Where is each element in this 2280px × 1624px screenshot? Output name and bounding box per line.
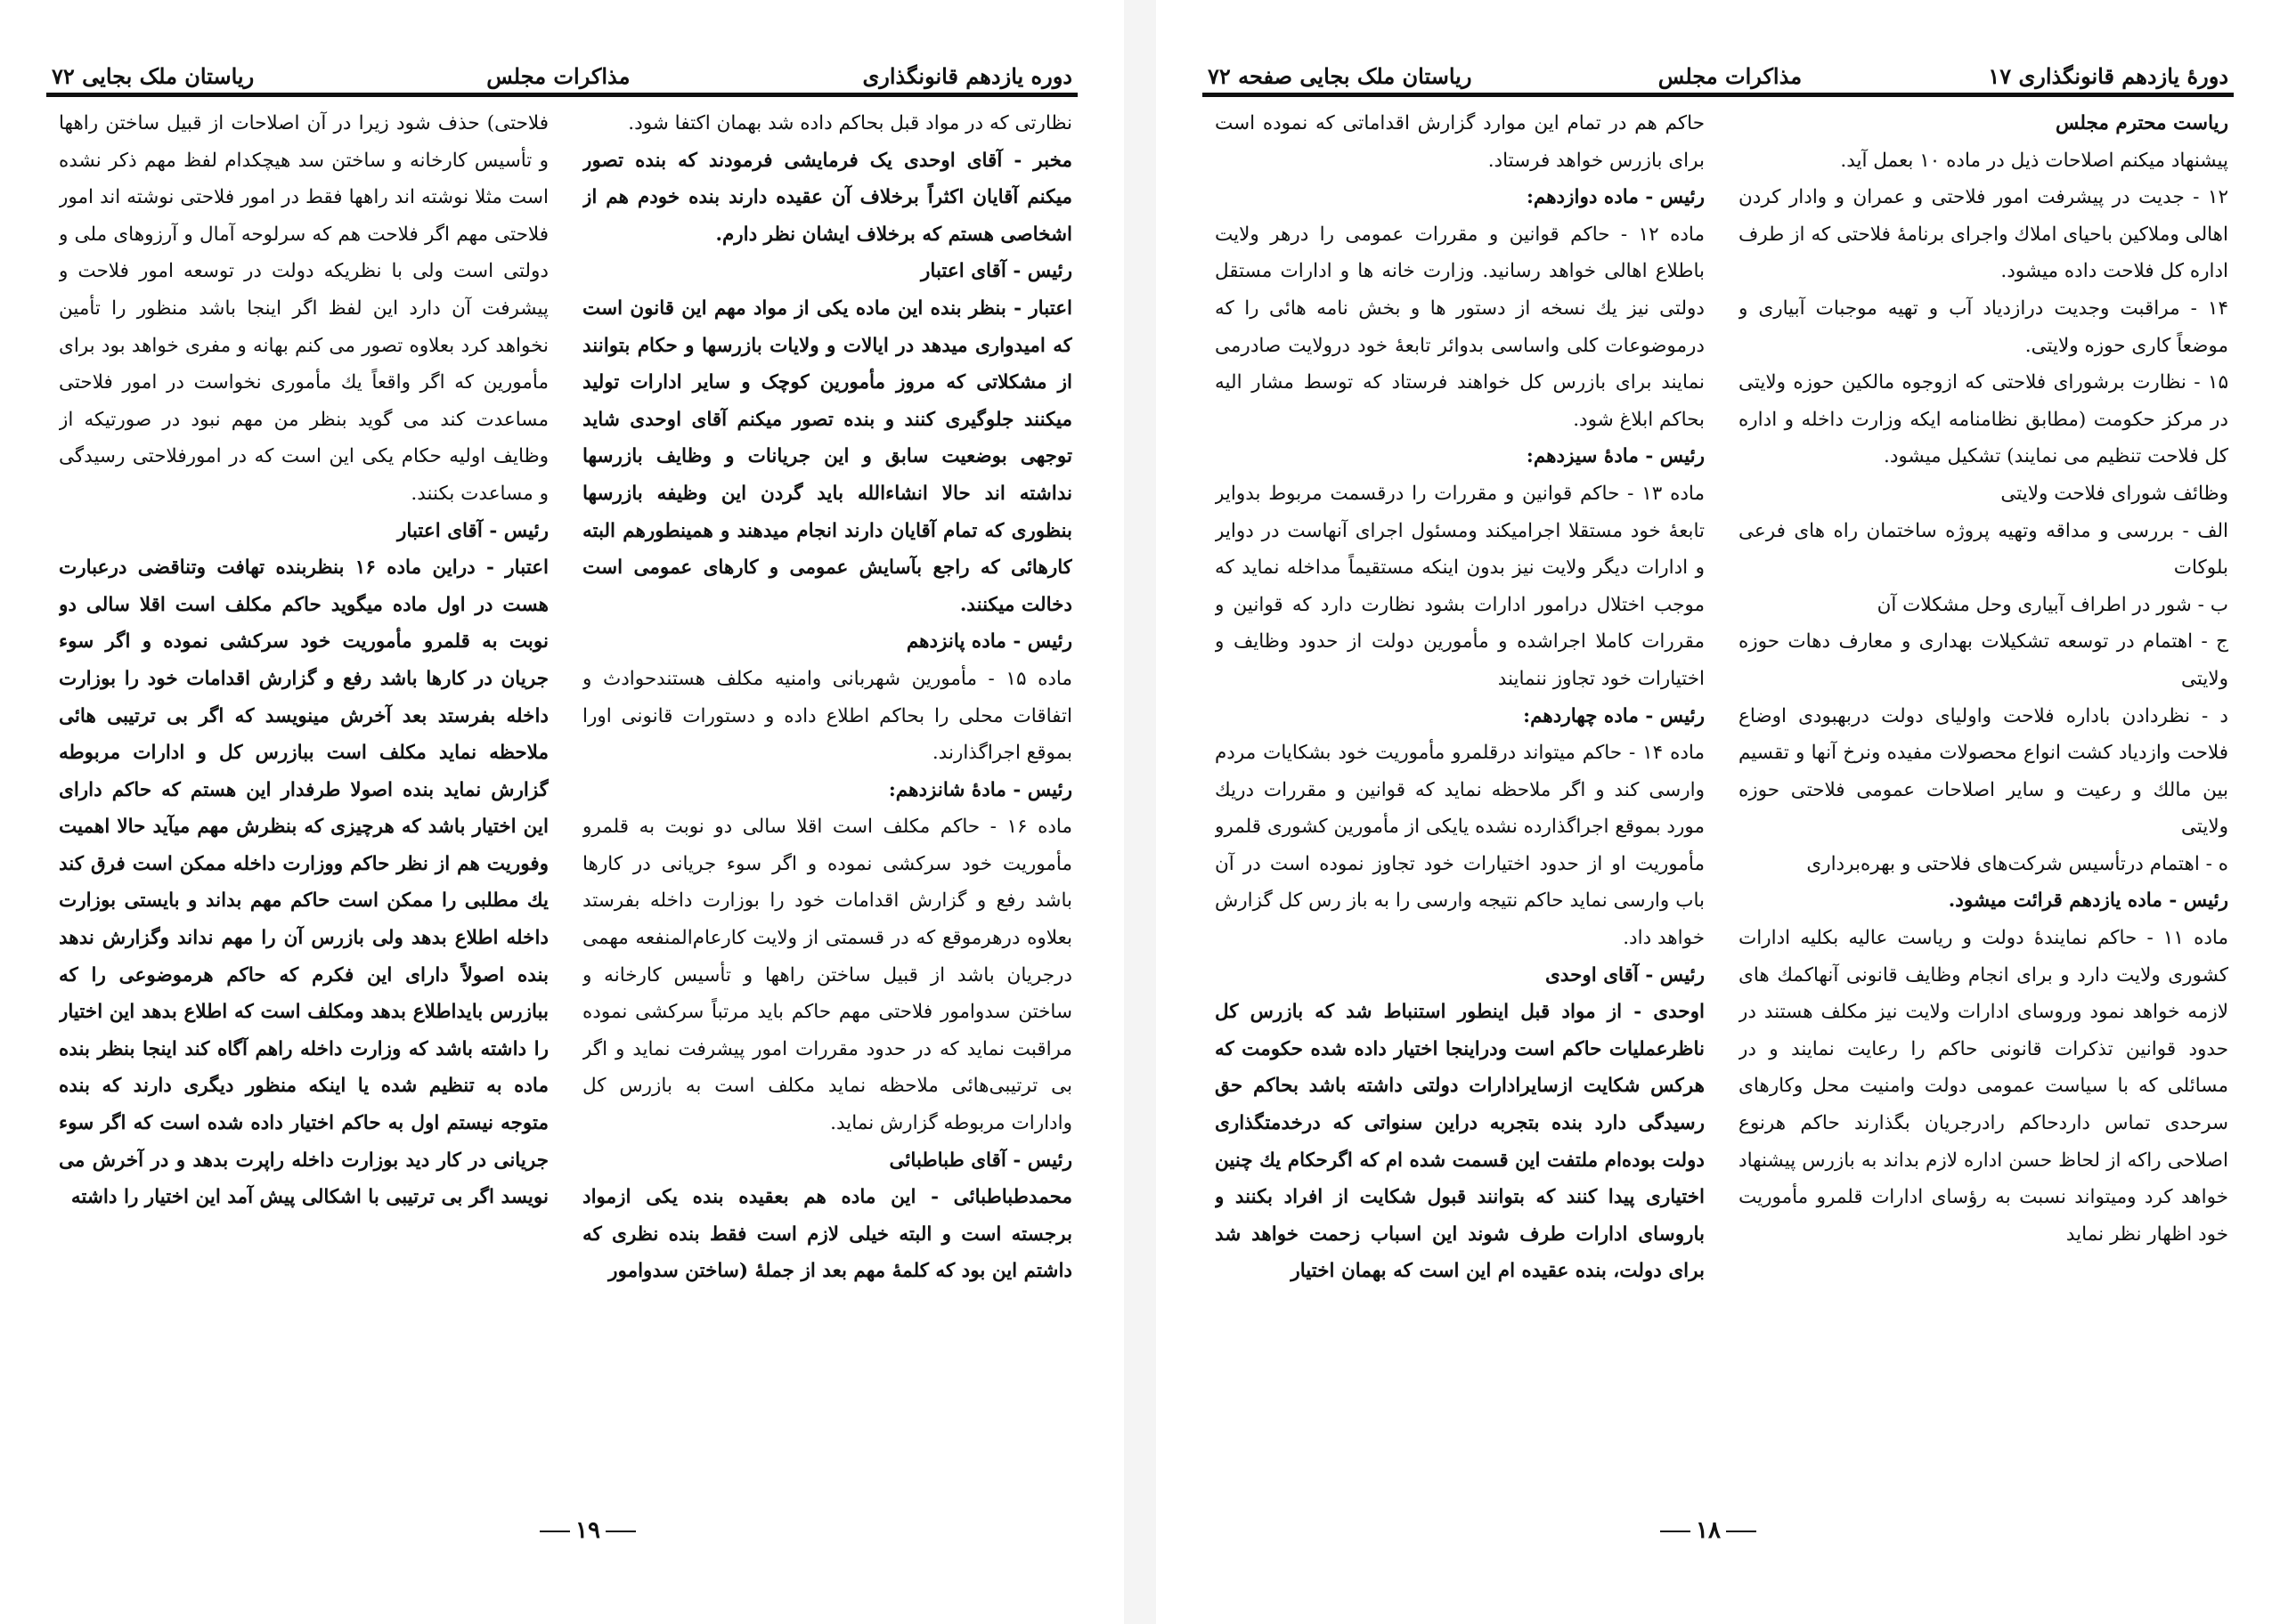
header-center: مذاکرات مجلس xyxy=(486,63,631,89)
right-page-header xyxy=(1208,45,2228,89)
page-number: ۱۸ xyxy=(1655,1517,1762,1544)
paragraph: اوحدی - از مواد قبل اینطور استنباط شد که بازرس کل ناظرعملیات حاکم است ودراینجا اختیار داده شده حکومت که هرکس شکایت ازسایرادارات دولتی داشته باشد بحاکم حق رسیدگی دارد بنده بتجربه دراین سنواتی که درخدمتگذاری دولت بوده‌ام ملتفت این قسمت شده ام که اگرحکام یك چنین اختیاری پیدا کنند که بتوانند قبول شکایت از افراد بکنند و باروسای ادارات طرف شوند این اسباب زحمت خواهد شد برای دولت، بنده عقیده ام این است که بهمان اختیار xyxy=(1215,1001,1705,1283)
paragraph: ماده ۱۴ - حاکم میتواند درقلمرو مأموریت خود بشکایات مردم وارسی کند و اگر ملاحظه نماید که قوانین و مقررات دریك مورد بموقع اجراگذارده نشده یایکی از مأمورین کشوری قلمرو مأموریت او از حدود اختیارات خود تجاوز نموده است در آن باب وارسی نماید حاکم نتیجه وارسی را به باز رس کل گزارش خواهد داد. xyxy=(1215,742,1705,950)
paragraph: د - نظردادن باداره فلاحت واولیای دولت دربهبودی اوضاع فلاحت وازدیاد کشت انواع محصولات مفیده ونرخ آنها و تقسیم بین مالك و رعیت و سایر اصلاحات عمومی فلاحتی حوزه ولایتی xyxy=(1738,704,2228,839)
paragraph: ماده ۱۵ - مأمورین شهربانی وامنیه مکلف هستندحوادث و اتفاقات محلی را بحاکم اطلاع داده و دستورات قانونی اورا بموقع اجراگذارند. xyxy=(582,667,1072,765)
paragraph: مخبر - آقای اوحدی یک فرمایشی فرمودند که بنده تصور میکنم آقایان اکثراً برخلاف آن عقیده دارند بنده خودم هم از اشخاصی هستم که برخلاف ایشان نظر دارم. xyxy=(582,149,1072,246)
paragraph: رئیس - آقای اعتبار xyxy=(921,260,1072,283)
paragraph: ب - شور در اطراف آبیاری وحل مشکلات آن xyxy=(1877,593,2228,616)
left-page-left-column xyxy=(59,105,549,1494)
paragraph: الف - بررسی و مداقه وتهیه پروژه ساختمان راه های فرعی بلوکات xyxy=(1738,519,2228,580)
paragraph: رئیس - ماده پانزدهم xyxy=(906,630,1072,654)
header-session: ریاستان ملک بجایی صفحه ۷۲ xyxy=(1208,63,1472,89)
paragraph: پیشنهاد میکنم اصلاحات ذیل در ماده ۱۰ بعمل آید. xyxy=(1840,149,2228,172)
paragraph: رئیس - آقای اعتبار xyxy=(397,519,549,542)
left-page-header xyxy=(52,45,1072,89)
header-title: دوره یازدهم قانونگذاری xyxy=(862,63,1072,89)
left-page xyxy=(0,0,1124,1624)
paragraph: رئیس - آقای طباطبائی xyxy=(889,1149,1072,1172)
paragraph: رئیس - مادهٔ شانزدهم: xyxy=(888,778,1072,801)
header-center: مذاکرات مجلس xyxy=(1657,63,1803,89)
book-gutter xyxy=(1124,0,1156,1624)
header-session: ریاستان ملک بجایی ۷۲ xyxy=(52,63,255,89)
header-title: دورهٔ یازدهم قانونگذاری ۱۷ xyxy=(1988,63,2228,89)
paragraph: حاکم هم در تمام این موارد گزارش اقداماتی که نموده است برای بازرس خواهد فرستاد. xyxy=(1215,112,1705,172)
paragraph: نظارتی که در مواد قبل بحاکم داده شد بهمان اکتفا شود. xyxy=(628,112,1072,134)
paragraph: ماده ۱۶ - حاکم مکلف است اقلا سالی دو نوبت به قلمرو مأموریت خود سرکشی نموده و اگر سوء جریانی در کارها باشد رفع و گزارش اقدامات خود را بوزارت داخله بفرستد بعلاوه درهرموقع که در قسمتی از ولایت کارعام‌المنفعه مهمی درجریان باشد از قبیل ساختن راهها و تأسیس کارخانه و ساختن سدوامور فلاحتی مهم حاکم باید مرتباً سرکشی نموده مراقبت نماید که در حدود مقررات امور پیشرفت نماید و اگر بی ترتیبی‌هائی ملاحظه نماید مکلف است به بازرس کل وادارات مربوطه گزارش نماید. xyxy=(582,816,1072,1135)
paragraph: ۱۵ - نظارت برشورای فلاحتی که ازوجوه مالکین حوزه ولایتی در مرکز حکومت (مطابق نظامنامه ایکه وزارت داخله و اداره کل فلاحت تنظیم می نمایند) تشکیل میشود. xyxy=(1738,371,2228,468)
paragraph: ماده ۱۱ - حاکم نمایندهٔ دولت و ریاست عالیه بکلیه ادارات کشوری ولایت دارد و برای انجام وظایف قانونی آنهاکمك های لازمه خواهد نمود وروسای ادارات ولایت نیز مکلف هستند در حدود قوانین تذکرات قانونی حاکم را رعایت نمایند و در مسائلی که با سیاست عمومی دولت وامنیت محل وکارهای سرحدی تماس داردحاکم رادرجریان بگذارند حاکم هرنوع اصلاحی راکه از لحاظ حسن اداره لازم بداند به بازرس پیشنهاد خواهد کرد ومیتواند نسبت به رؤسای ادارات قلمرو مأموریت خود اظهار نظر نماید xyxy=(1738,927,2228,1246)
paragraph: رئیس - ماده چهاردهم: xyxy=(1523,704,1705,727)
right-page xyxy=(1156,0,2280,1624)
left-page-right-column xyxy=(582,105,1072,1494)
paragraph: رئیس - ماده دوازدهم: xyxy=(1526,186,1705,209)
paragraph: ماده ۱۳ - حاکم قوانین و مقررات را درقسمت مربوط بدوایر تابعهٔ خود مستقلا اجرامیکند ومسئول اجرای آنهاست در دوایر و ادارات دیگر ولایت نیز بدون اینکه مستقیماً مداخله نماید که موجب اختلال درامور ادارات بشود نظارت دارد که قوانین و مقررات کاملا اجراشده و مأمورین دولت از حدود وظایف و اختیارات خود تجاوز ننمایند xyxy=(1215,482,1705,690)
paragraph: ۱۲ - جدیت در پیشرفت امور فلاحتی و عمران و وادار کردن اهالی وملاکین باحیای املاك واجرای برنامهٔ فلاحتی که از طرف اداره کل فلاحت داده میشود. xyxy=(1738,186,2228,283)
paragraph: ریاست محترم مجلس xyxy=(2056,112,2228,134)
paragraph: اعتبار - بنظر بنده این ماده یکی از مواد مهم این قانون است که امیدواری میدهد در ایالات و ولایات بازرسها و حکام بتوانند از مشکلاتی که مروز مأمورین کوچک و سایر ادارات تولید میکنند جلوگیری کنند و بنده تصور میکنم آقای اوحدی شاید توجهی بوضعیت سابق و این جریانات و وظایف بازرسها نداشته اند حالا انشاءالله باید گردن این وظیفه بازرسها بنظوری که تمام آقایان دارند انجام میدهند و همینطورهم البته کارهائی که راجع بآسایش عمومی و کارهای عمومی است دخالت میکنند. xyxy=(582,296,1072,616)
paragraph: وظائف شورای فلاحت ولایتی xyxy=(2000,482,2228,505)
header-rule xyxy=(1202,93,2234,97)
right-page-left-column xyxy=(1215,105,1705,1494)
page-number: ۱۹ xyxy=(534,1517,641,1544)
paragraph: ه - اهتمام درتأسیس شرکت‌های فلاحتی و بهره‌برداری xyxy=(1806,852,2228,875)
paragraph: محمدطباطبائی - این ماده هم بعقیده بنده یکی ازمواد برجسته است و البته خیلی لازم است فقط بنده نظری که داشتم این بود که کلمهٔ مهم بعد از جملهٔ (ساختن سدوامور xyxy=(582,1186,1072,1283)
paragraph: اعتبار - دراین ماده ۱۶ بنظربنده تهافت وتناقضی درعبارت هست در اول ماده میگوید حاکم مکلف است اقلا سالی دو نوبت به قلمرو مأموریت خود سرکشی نموده و اگر سوء جریان در کارها باشد رفع و گزارش اقدامات خود را بوزارت داخله بفرستد بعد آخرش مینویسد که اگر بی ترتیبی هائی ملاحظه نماید مکلف است ببازرس کل و ادارات مربوطه گزارش نماید بنده اصولا طرفدار این هستم که حاکم دارای این اختیار باشد که هرچیزی که بنظرش مهم میآید حالا اهمیت وفوریت هم از نظر حاکم ووزارت داخله ممکن است فرق کند یك مطلبی را ممکن است حاکم مهم بداند و بایستی بوزارت داخله اطلاع بدهد ولی بازرس آن را مهم نداند وگزارش ندهد بنده اصولاً دارای این فکرم که حاکم هرموضوعی را که ببازرس بایداطلاع بدهد ومکلف است که اطلاع بدهد این اختیار را داشته باشد که وزارت داخله راهم آگاه کند اینجا بنظر بنده ماده به تنظیم شده یا اینکه منظور دیگری دارند که بنده متوجه نیستم اول به حاکم اختیار داده شده است که اگر سوء جریانی در کار دید بوزارت داخله راپرت بدهد و در آخرش می نویسد اگر بی ترتیبی با اشکالی پیش آمد این اختیار را داشته xyxy=(59,556,549,1209)
paragraph: ۱۴ - مراقبت وجدیت درازدیاد آب و تهیه موجبات آبیاری و موضعاً کاری حوزه ولایتی. xyxy=(1738,296,2228,357)
paragraph: ماده ۱۲ - حاکم قوانین و مقررات عمومی را درهر ولایت باطلاع اهالی خواهد رسانید. وزارت خانه ها و ادارات مستقل دولتی نیز یك نسخه از دستور ها و بخش نامه هائی را که درموضوعات کلی واساسی بدوائر تابعهٔ خود درولایت صادرمی نمایند برای بازرس کل خواهند فرستاد که توسط مشار الیه بحاکم ابلاغ شود. xyxy=(1215,223,1705,431)
paragraph: رئیس - مادهٔ سیزدهم: xyxy=(1526,445,1705,468)
right-page-right-column xyxy=(1738,105,2228,1494)
header-rule xyxy=(46,93,1078,97)
paragraph: رئیس - ماده یازدهم قرائت میشود. xyxy=(1948,889,2228,913)
paragraph: ج - اهتمام در توسعه تشکیلات بهداری و معارف دهات حوزه ولایتی xyxy=(1738,630,2228,690)
paragraph: رئیس - آقای اوحدی xyxy=(1544,963,1705,987)
paragraph: فلاحتی) حذف شود زیرا در آن اصلاحات از قبیل ساختن راهها و تأسیس کارخانه و ساختن سد هیچکدام لفظ مهم ذکر نشده است مثلا نوشته اند راهها فقط در امور فلاحتی نوشته اند امور فلاحتی مهم اگر فلاحت هم که سرلوحه آمال و آرزوهای ملی و دولتی است ولی با نظریکه دولت در توسعه امور فلاحت و پیشرفت آن دارد این لفظ اگر اینجا باشد منظور را تأمین نخواهد کرد بعلاوه تصور می کنم بهانه و مفری خواهد بود برای مأمورین که اگر واقعاً یك مأموری نخواست در امور فلاحتی مساعدت کند می گوید بنظر من مهم نبود در صورتیکه از وظایف اولیه حکام یکی این است که در امورفلاحتی رسیدگی و مساعدت بکنند. xyxy=(59,112,549,505)
